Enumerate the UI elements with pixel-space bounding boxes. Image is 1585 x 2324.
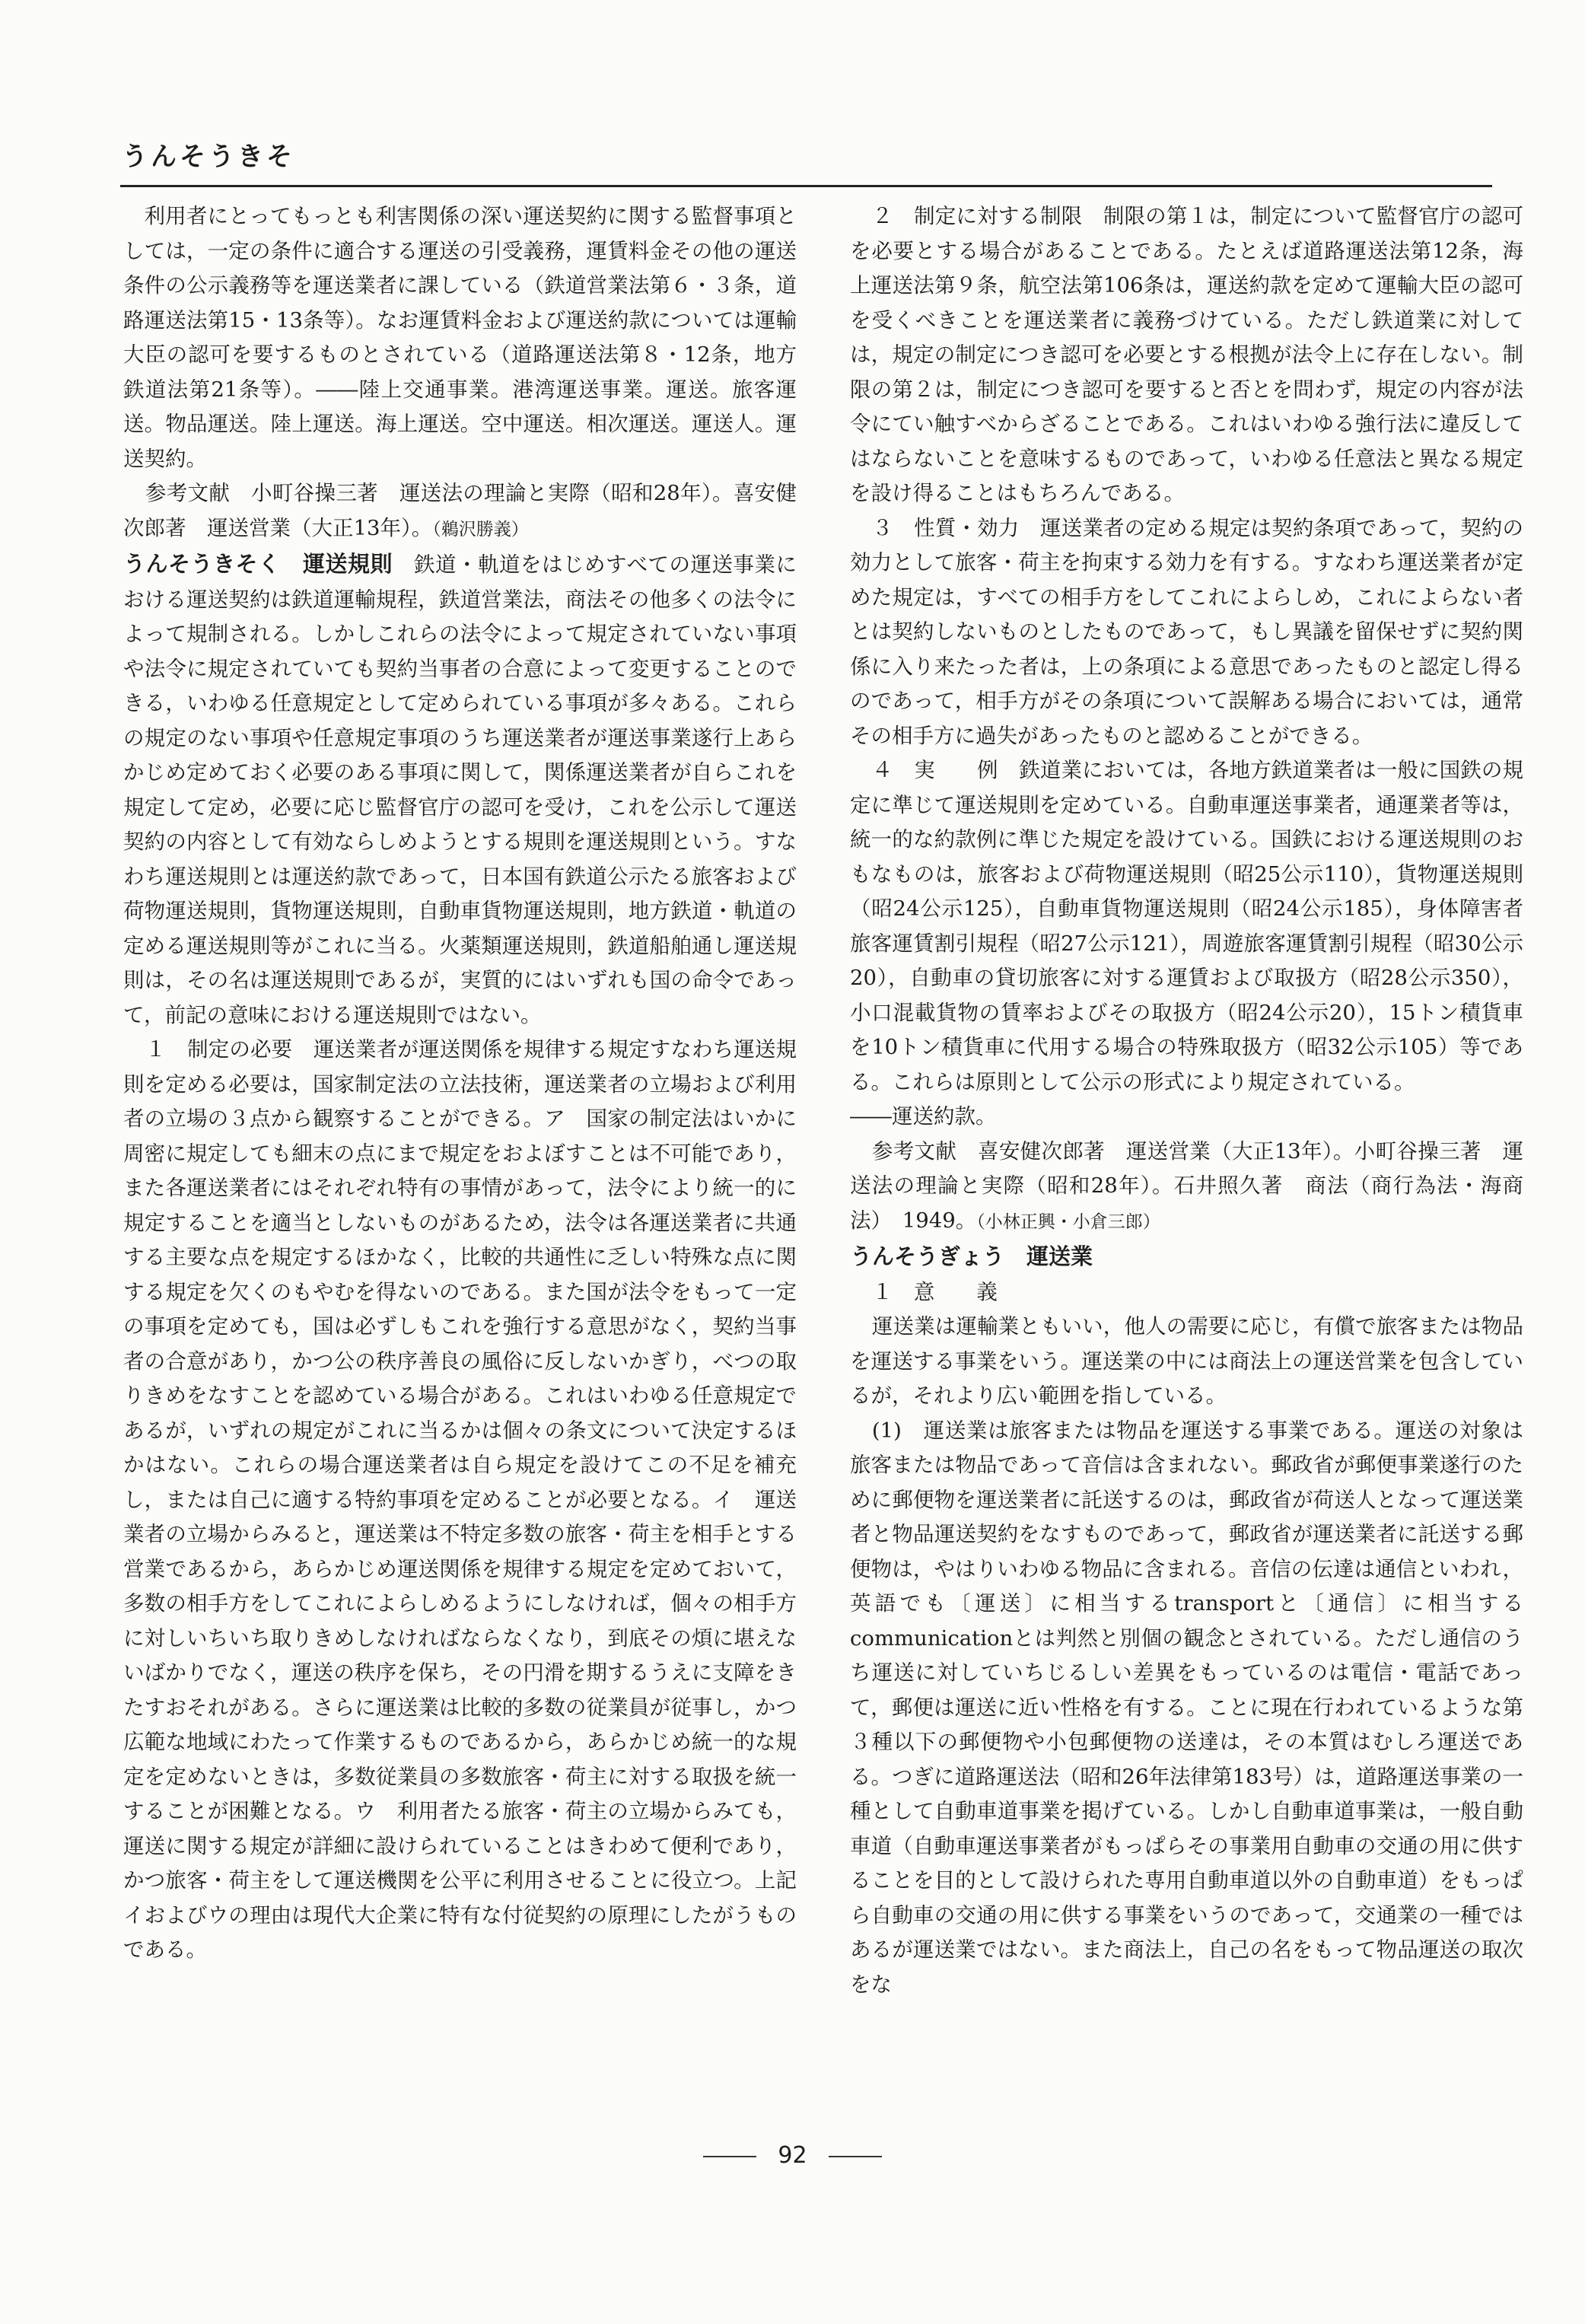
right-paragraph-3: ４ 実 例 鉄道業においては，各地方鉄道業者は一般に国鉄の規定に準じて運送規則を定めている。自動車運送事業者，通運業者等は，統一的な約款例に準じた規定を設けている。国鉄における運送規則のおもなものは，旅客および荷物運送規則（昭25公示110），貨物運送規則（昭24公示125），自動車貨物運送規則（昭24公示185），身体障害者旅客運賃割引規程（昭27公示121），周遊旅客運賃割引規程（昭30公示20），自動車の貸切旅客に対する運賃および取扱方（昭28公示350），小口混載貨物の賃率およびその取扱方（昭24公示20），15トン積貨車を10トン積貨車に代用する場合の特殊取扱方（昭32公示105）等である。これらは原則として公示の形式により規定されている。: [850, 758, 1523, 1094]
running-head: うんそうきそ: [122, 142, 295, 172]
left-paragraph-2: [123, 476, 797, 547]
right-paragraph-6: (1) 運送業は旅客または物品を運送する事業である。運送の対象は旅客または物品であって音信は含まれない。郵政省が郵便事業遂行のために郵便物を運送業者に託送するのは，郵政省が荷送人となって運送業者と物品運送契約をなすものであって，郵政省が運送業者に託送する郵便物は，やはりいわゆる物品に含まれる。音信の伝達は通信といわれ，英語でも〔運送〕に相当するtransportと〔通信〕に相当するcommunicationとは判然と別個の観念とされている。ただし通信のうち運送に対していちじるしい差異をもっているのは電信・電話であって，郵便は運送に近い性格を有する。ことに現在行われているような第３種以下の郵便物や小包郵便物の送達は，その本質はむしろ運送である。つぎに道路運送法（昭和26年法律第183号）は，道路運送事業の一種として自動車道事業を掲げている。しかし自動車道事業は，一般自動車道（自動車運送事業者がもっぱらその事業用自動車の交通の用に供することを目的として設けられた専用自動車道以外の自動車道）をもっぱら自動車の交通の用に供する事業をいうのであって，交通業の一種ではあるが運送業ではない。また商法上，自己の名をもって物品運送の取次をな: [850, 1418, 1523, 1997]
folio-dash-right: [829, 2156, 882, 2157]
right-paragraph-2: ３ 性質・効力 運送業者の定める規定は契約条項であって，契約の効力として旅客・荷主を拘束する効力を有する。すなわち運送業者が定めた規定は，すべての相手方をしてこれによらしめ，これによらない者とは契約しないものとしたものであって，もし異議を留保せずに契約関係に入り来たった者は，上の条項による意思であったものと認定し得るのであって，相手方がその条項について誤解ある場合においては，通常その相手方に過失があったものと認めることができる。: [850, 515, 1523, 748]
right-paragraph-5: 運送業は運輸業ともいい，他人の需要に応じ，有償で旅客または物品を運送する事業をいう。運送業の中には商法上の運送営業を包含しているが，それより広い範囲を指している。: [850, 1314, 1523, 1408]
section-heading-igi: １ 意 義: [871, 1279, 998, 1304]
header-rule: [120, 185, 1492, 187]
entry-heading-unso-gyo-text: うんそうぎょう 運送業: [850, 1243, 1093, 1269]
right-references: 参考文献 喜安健次郎著 運送営業（大正13年）。小町谷操三著 運送法の理論と実際（昭和28年）。石井照久著 商法（商行為法・海商法） 1949。: [850, 1138, 1523, 1233]
entry-heading-unso-kisoku: うんそうきそく 運送規則: [123, 551, 393, 577]
right-paragraph-4: [850, 1135, 1523, 1240]
page-number-text: 92: [778, 2142, 807, 2169]
left-references-author: （鵜沢勝義）: [432, 519, 529, 540]
left-paragraph-4: １ 制定の必要 運送業者が運送関係を規律する規定すなわち運送規則を定める必要は，国家制定法の立法技術，運送業者の立場および利用者の立場の３点から観察することができる。ア 国家の制定法はいかに周密に規定しても細末の点にまで規定をおよぼすことは不可能であり，また各運送業者にはそれぞれ特有の事情があって，法令により統一的に規定することを適当としないものがあるため，法令は各運送業者に共通する主要な点を規定するほかなく，比較的共通性に乏しい特殊な点に関する規定を欠くのもやむを得ないのである。また国が法令をもって一定の事項を定めても，国は必ずしもこれを強行する意思がなく，契約当事者の合意があり，かつ公の秩序善良の風俗に反しないかぎり，べつの取りきめをなすことを認めている場合がある。これはいわゆる任意規定であるが，いずれの規定がこれに当るかは個々の条文について決定するほかはない。これらの場合運送業者は自ら規定を設けてこの不足を補充し，または自己に適する特約事項を定めることが必要となる。イ 運送業者の立場からみると，運送業は不特定多数の旅客・荷主を相手とする営業であるから，あらかじめ運送関係を規律する規定を定めておいて，多数の相手方をしてこれによらしめるようにしなければ，個々の相手方に対しいちいち取りきめしなければならなくなり，到底その煩に堪えないばかりでなく，運送の秩序を保ち，その円滑を期するうえに支障をきたすおそれがある。さらに運送業は比較的多数の従業員が従事し，かつ広範な地域にわたって作業するものであるから，あらかじめ統一的な規定を定めないときは，多数従業員の多数旅客・荷主に対する取扱を統一することが困難となる。ウ 利用者たる旅客・荷主の立場からみても，運送に関する規定が詳細に設けられていることはきわめて便利であり，かつ旅客・荷主をして運送機関を公平に利用させることに役立つ。上記イおよびウの理由は現代大企業に特有な付従契約の原理にしたがうものである。: [123, 1037, 797, 1962]
entry-body-unso-kisoku: 鉄道・軌道をはじめすべての運送事業における運送契約は鉄道運輸規程，鉄道営業法，商法その他多くの法令によって規制される。しかしこれらの法令によって規定されていない事項や法令に規定されていても契約当事者の合意によって変更することのできる，いわゆる任意規定として定められている事項が多々ある。これらの規定のない事項や任意規定事項のうち運送業者が運送事業遂行上あらかじめ定めておく必要のある事項に関して，関係運送業者が自らこれを規定して定め，必要に応じ監督官庁の認可を受け，これを公示して運送契約の内容として有効ならしめようとする規則を運送規則という。すなわち運送規則とは運送約款であって，日本国有鉄道公示たる旅客および荷物運送規則，貨物運送規則，自動車貨物運送規則，地方鉄道・軌道の定める運送規則等がこれに当る。火薬類運送規則，鉄道船舶通し運送規則は，その名は運送規則であるが，実質的にはいずれも国の命令であって，前記の意味における運送規則ではない。: [123, 552, 797, 1027]
left-paragraph-1: 利用者にとってもっとも利害関係の深い運送契約に関する監督事項としては，一定の条件に適合する運送の引受義務，運賃料金その他の運送条件の公示義務等を運送業者に課している（鉄道営業法第６・３条，道路運送法第15・13条等）。なお運賃料金および運送約款については運輸大臣の認可を要するものとされている（道路運送法第８・12条，地方鉄道法第21条等）。――陸上交通事業。港湾運送事業。運送。旅客運送。物品運送。陸上運送。海上運送。空中運送。相次運送。運送人。運送契約。: [123, 204, 797, 471]
folio-dash-left: [703, 2156, 756, 2157]
right-references-author: （小林正興・小倉三郎）: [976, 1211, 1160, 1232]
right-see-also: ――運送約款。: [850, 1104, 997, 1129]
right-column: [850, 199, 1523, 2147]
page-number: [0, 2142, 1585, 2169]
entry-heading-unso-gyo: [850, 1240, 1523, 1275]
right-paragraph-1: ２ 制定に対する制限 制限の第１は，制定について監督官庁の認可を必要とする場合があることである。たとえば道路運送法第12条，海上運送法第９条，航空法第106条は，運送約款を定めて運輸大臣の認可を受くべきことを運送業者に義務づけている。ただし鉄道業に対しては，規定の制定につき認可を必要とする根拠が法令上に存在しない。制限の第２は，制定につき認可を要すると否とを問わず，規定の内容が法令にてい触すべからざることである。これはいわゆる強行法に違反してはならないことを意味するものであって，いわゆる任意法と異なる規定を設け得ることはもちろんである。: [850, 204, 1523, 505]
left-column: [123, 199, 797, 2144]
left-paragraph-3: [123, 547, 797, 1033]
left-references: 参考文献 小町谷操三著 運送法の理論と実際（昭和28年）。喜安健次郎著 運送営業（大正13年）。: [123, 481, 797, 540]
